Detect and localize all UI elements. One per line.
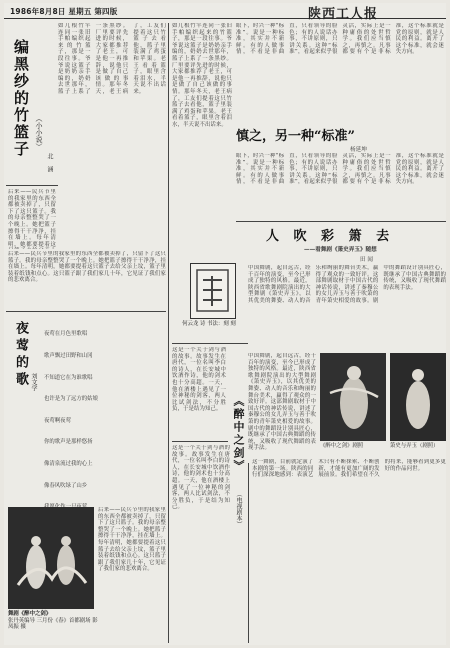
article4-subtitle: （电视剧本） (235, 491, 242, 527)
poem-author: 刘文学 (30, 373, 37, 391)
photo-small-1-graphic (320, 353, 386, 441)
bottom-left-body: 后来——民兵节里的我家里的东西全都被卖掉了，只留下了这只篮子。我的母亲整整哭了一个晚上。她把篮子擦得干干净净，挂在墙上。每年清明，她都要提着这只篮子去给父亲上坟，篮子里装着纸钱和点心。这只篮子跟了我们家几十年，它见证了我们家的悲欢离合。 (98, 507, 166, 573)
newspaper-page (4, 3, 446, 645)
photo-small-2-caption: 箫史与弄玉（剧照） (390, 443, 439, 449)
dance-photo (8, 507, 94, 609)
article1-body-bottom: 后来——民兵节里的我家里的东西全都被卖掉了，只留下了这只篮子。我的母亲整整哭了一个晚上。她把篮子擦得干干净净，挂在墙上。每年清明，她都要提着这只篮子去给父亲上坟，篮子里装着纸钱和点心。这只篮子跟了我们家几十年，它见证了我们家的悲欢离合。 (8, 251, 166, 284)
photo-small-2-graphic (390, 353, 446, 441)
poem-line: 夜莺啊夜莺 (44, 417, 71, 424)
poem-line: 不知道它在为谁歌唱 (44, 374, 93, 381)
article1-body-bottom-left: 后来——民兵节里的我家里的东西全都被卖掉了，只留下了这只篮子。我的母亲整整哭了一个晚上。她把篮子擦得干干净净，挂在墙上。每年清明，她都要提着这 (8, 189, 56, 248)
middle-upper-body: 如几根竹竿连同一张旧手帕编织起来的竹篮子，那是一段往事。爷爷说这篮子是奶奶亲手编的，奶奶去世那年，篮子上系了一条黑纱。厂里要评先进的时候，大家都推荐了老王，可是他一再推辞，说他只是做了自己该做的事情。那年冬天，老王病了，工友们提着这只竹篮子去看他，篮子里装满了鸡蛋和苹果。老王看着篮子，眼里含着泪水，半天说不出话来。 (172, 23, 232, 128)
paper-name: 陕西工人报 (308, 7, 379, 22)
dance-photo-graphic (8, 507, 94, 609)
article1-subtitle: （小小说） (35, 115, 43, 150)
stamp-caption: 何云龙 诗 书法：刻 刻 (182, 321, 236, 327)
article2-body-lower: 眼下，时兴一种“标准”。说是一种标准，其实并不新鲜。有的人做事情，不看是非曲直，只看领导的脸色；有的人说话办事，不讲原则，只讲关系。这种“标准”，看起来似乎很灵活，实际上是一种庸俗的处世哲学。我们应当慎之，再慎之。凡事都要有个是非标准，这个标准就是党的原则，就是人民的利益。离开了这个标准，就会迷失方向。 (236, 153, 444, 186)
photo-small-1-caption: 《醉中之剑》剧照 (320, 443, 364, 449)
article2-title: 慎之，另一种“标准” (236, 129, 355, 144)
poem-line: 歌声飘过田野和山冈 (44, 353, 93, 360)
article4-side-body: 这是一个关于剑与酒的故事。故事发生在唐代，一位名叫李白的诗人，在长安城中饮酒作诗，他的剑术也十分高超。一天，他在酒楼上遇见了一位神秘的剑客，两人比试剑法，不分胜负，于是结为知己。 (172, 347, 226, 413)
article2-author: 杨延坤 (350, 147, 367, 153)
divider (172, 343, 248, 344)
dance-photo-caption (8, 611, 98, 631)
poem-line: 你的歌声是那样悠扬 (44, 439, 93, 446)
divider (6, 185, 58, 186)
stamp-box (190, 263, 236, 319)
article5-body: 这一舞剧，目前就定演了本剧的第一场。陕西的同行们深深地感到：表演艺术只有不断探索、不断创新，才能有更加广阔的发展前景。我们希望在不久的将来，能够看到更多更好的作品问世。 (252, 459, 446, 479)
poem-line: 像清泉流过我的心上 (44, 461, 93, 468)
divider (168, 23, 169, 643)
article1-title: 编黑纱的竹篮子 (12, 39, 30, 158)
poem-line: 夜莺在月色里歌唱 (44, 331, 88, 338)
divider (248, 463, 249, 643)
seal-graphic (191, 264, 234, 317)
article3-subtitle: ——看舞剧《箫史弄玉》随想 (304, 247, 377, 253)
divider (6, 311, 166, 312)
divider (172, 441, 228, 442)
poem-line: 也许是为了远方的姑娘 (44, 396, 98, 403)
photo-small-2 (390, 353, 446, 441)
article1-author: 北 涵 (46, 153, 53, 172)
poem-title: 夜莺的歌 (13, 321, 28, 389)
poem-lines (44, 317, 166, 503)
article3-body: 中国舞剧，起自远古，经千百年的演变，至今已形成了独特的风格。最近，陕西省歌舞剧院演出的大型舞剧《箫史弄玉》，以其优美的舞姿、动人的音乐和绚丽的舞台美术，赢得了观众的一致好评。这部舞剧取材于中国古代的神话传说，讲述了秦穆公的女儿弄玉与善于吹箫的青年箫史相爱的故事。剧中的舞蹈设计别具匠心，既继承了中国古典舞蹈的传统，又吸收了现代舞蹈的表现手法。 (248, 265, 446, 304)
issue-date: 1986年8月8日 星期五 第四版 (10, 7, 118, 16)
article3-body-lower: 中国舞剧，起自远古，经千百年的演变，至今已形成了独特的风格。最近，陕西省歌舞剧院演出的大型舞剧《箫史弄玉》，以其优美的舞姿、动人的音乐和绚丽的舞台美术，赢得了观众的一致好评。这部舞剧取材于中国古代的神话传说，讲述了秦穆公的女儿弄玉与善于吹箫的青年箫史相爱的故事。剧中的舞蹈设计别具匠心，既继承了中国古典舞蹈的传统，又吸收了现代舞蹈的表现手法。 (248, 353, 316, 452)
article3-title: 人 吹 彩 箫 去 (266, 229, 395, 244)
dance-photo-caption-title: 舞剧《醉中之剑》 (8, 611, 52, 617)
masthead (4, 3, 446, 22)
photo-small-1 (320, 353, 386, 441)
article2-body: 眼下，时兴一种“标准”。说是一种标准，其实并不新鲜。有的人做事情，不看是非曲直，只看领导的脸色；有的人说话办事，不讲原则，只讲关系。这种“标准”，看起来似乎很灵活，实际上是一种庸俗的处世哲学。我们应当慎之，再慎之。凡事都要有个是非标准，这个标准就是党的原则，就是人民的利益。离开了这个标准，就会迷失方向。 (236, 23, 444, 56)
article4-title: 《醉中之剑》 (232, 395, 245, 473)
article1-body-top: 如几根竹竿连同一张旧手帕编织起来的竹篮子，那是一段往事。爷爷说这篮子是奶奶亲手编的，奶奶去世那年，篮子上系了一条黑纱。厂里要评先进的时候，大家都推荐了老王，可是他一再推辞，说他只是做了自己该做的事情。那年冬天，老王病了，工友们提着这只竹篮子去看他，篮子里装满了鸡蛋和苹果。老王看着篮子，眼里含着泪水，半天说不出话来。 (58, 23, 166, 95)
poem-line: 像春风吹绿了山乡 (44, 482, 88, 489)
article3-author: 田 闻 (360, 257, 373, 263)
dance-photo-caption-credit: 张丹英编导 三月份《春》首都剧场 影凤振 摄 (8, 617, 98, 631)
divider (236, 221, 446, 222)
article4-body: 这是一个关于剑与酒的故事。故事发生在唐代，一位名叫李白的诗人，在长安城中饮酒作诗，他的剑术也十分高超。一天，他在酒楼上遇见了一位神秘的剑客，两人比试剑法，不分胜负，于是结为知己。 (172, 445, 230, 511)
